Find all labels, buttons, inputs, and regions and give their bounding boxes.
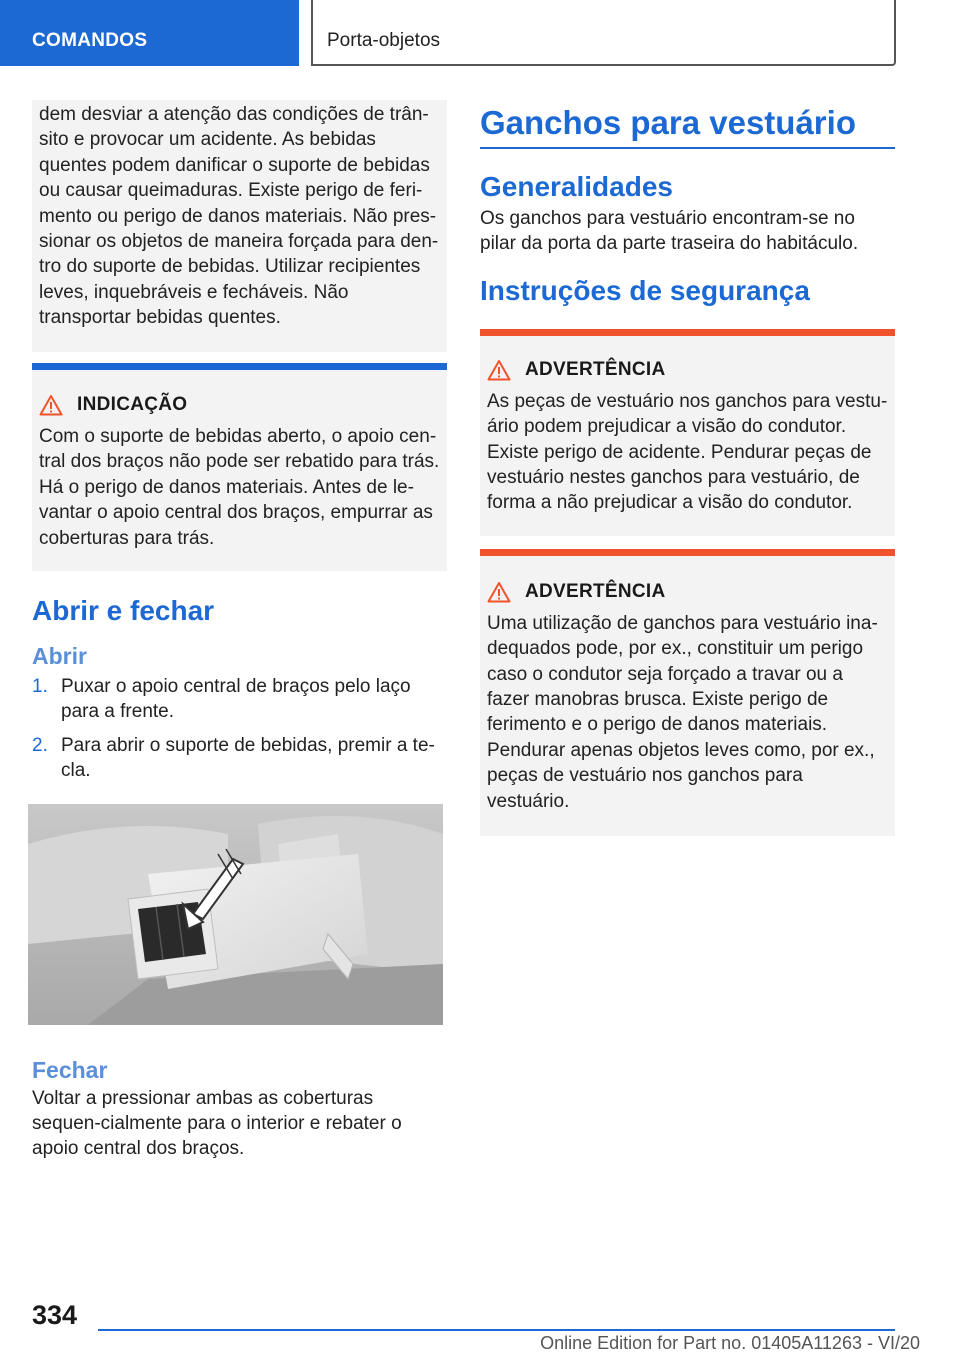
notice-top-bar xyxy=(32,363,447,370)
warning-triangle-icon xyxy=(487,581,511,603)
step-item xyxy=(32,674,447,725)
footer-edition-text: Online Edition for Part no. 01405A11263 - VI/20 xyxy=(540,1333,920,1353)
warning-title: ADVERTÊNCIA xyxy=(525,358,666,380)
warning-header xyxy=(487,577,888,607)
armrest-cupholder-photo xyxy=(28,804,443,1025)
header-topic-label: Porta-objetos xyxy=(327,30,441,51)
open-steps-list xyxy=(32,674,447,784)
header-section-label: COMANDOS xyxy=(32,30,148,51)
continued-warning-box xyxy=(32,100,447,352)
warning-triangle-icon xyxy=(39,394,63,416)
warning-header xyxy=(487,355,888,385)
warning-top-bar xyxy=(480,549,895,556)
right-column xyxy=(480,100,895,836)
step-text: Para abrir o suporte de bebidas, premir a te-cla. xyxy=(61,734,435,782)
main-title-clothes-hooks: Ganchos para vestuário xyxy=(480,104,895,149)
notice-box xyxy=(32,370,447,571)
warning-text: As peças de vestuário nos ganchos para vestu-ário podem prejudicar a visão do condutor. Existe perigo de acidente. Pendurar peças de vestuário nestes ganchos para vestuário, de forma a não prejudicar a visão do condutor. xyxy=(487,390,888,514)
step-number: 2. xyxy=(32,734,48,756)
notice-header xyxy=(39,390,440,420)
step-text: Puxar o apoio central de braços pelo laço para a frente. xyxy=(61,676,411,723)
warning-text: Uma utilização de ganchos para vestuário ina-dequados pode, por ex., constituir um perigo caso o condutor seja forçado a travar ou a fazer manobras brusca. Existe perigo de ferimento e o perigo de danos materiais. Pendurar apenas objetos leves como, por ex., peças de vestuário nos ganchos para vestuário. xyxy=(487,612,878,812)
notice-text: Com o suporte de bebidas aberto, o apoio cen-tral dos braços não pode ser rebatido para trás. Há o perigo de danos materiais. Antes de le-vantar o apoio central dos braços, empurrar as coberturas para trás. xyxy=(39,426,440,549)
section-title-open-close: Abrir e fechar xyxy=(32,595,215,627)
subsection-title-close: Fechar xyxy=(32,1056,108,1083)
warning-box xyxy=(480,336,895,536)
step-number: 1. xyxy=(32,676,48,698)
close-instructions-text: Voltar a pressionar ambas as coberturas sequen-cialmente para o interior e rebater o apoio central dos braços. xyxy=(32,1087,402,1160)
warning-title: ADVERTÊNCIA xyxy=(525,580,666,602)
continued-warning-text: dem desviar a atenção das condições de trân-sito e provocar um acidente. As bebidas quentes podem danificar o suporte de bebidas ou causar queimaduras. Existe perigo de feri-mento ou perigo de danos materiais. Não pres-sionar os objetos de maneira forçada para den-tro do suporte de bebidas. Utilizar recipientes leves, inquebráveis e fecháveis. Não transportar bebidas quentes. xyxy=(39,104,439,329)
notice-title: INDICAÇÃO xyxy=(77,394,188,415)
general-text: Os ganchos para vestuário encontram-se no pilar da porta da parte traseira do habitáculo. xyxy=(480,208,859,255)
warning-box xyxy=(480,556,895,836)
warning-top-bar xyxy=(480,329,895,336)
left-column xyxy=(32,100,447,1162)
footer-rule xyxy=(98,1329,895,1331)
section-title-safety: Instruções de segurança xyxy=(480,274,810,306)
subsection-title-open: Abrir xyxy=(32,643,87,670)
warning-triangle-icon xyxy=(487,359,511,381)
header-topic-tab xyxy=(311,0,896,66)
step-item xyxy=(32,733,447,784)
section-title-general: Generalidades xyxy=(480,171,673,202)
armrest-illustration xyxy=(28,804,443,1025)
page-number: 334 xyxy=(32,1300,78,1330)
header-section-tab xyxy=(0,0,299,66)
